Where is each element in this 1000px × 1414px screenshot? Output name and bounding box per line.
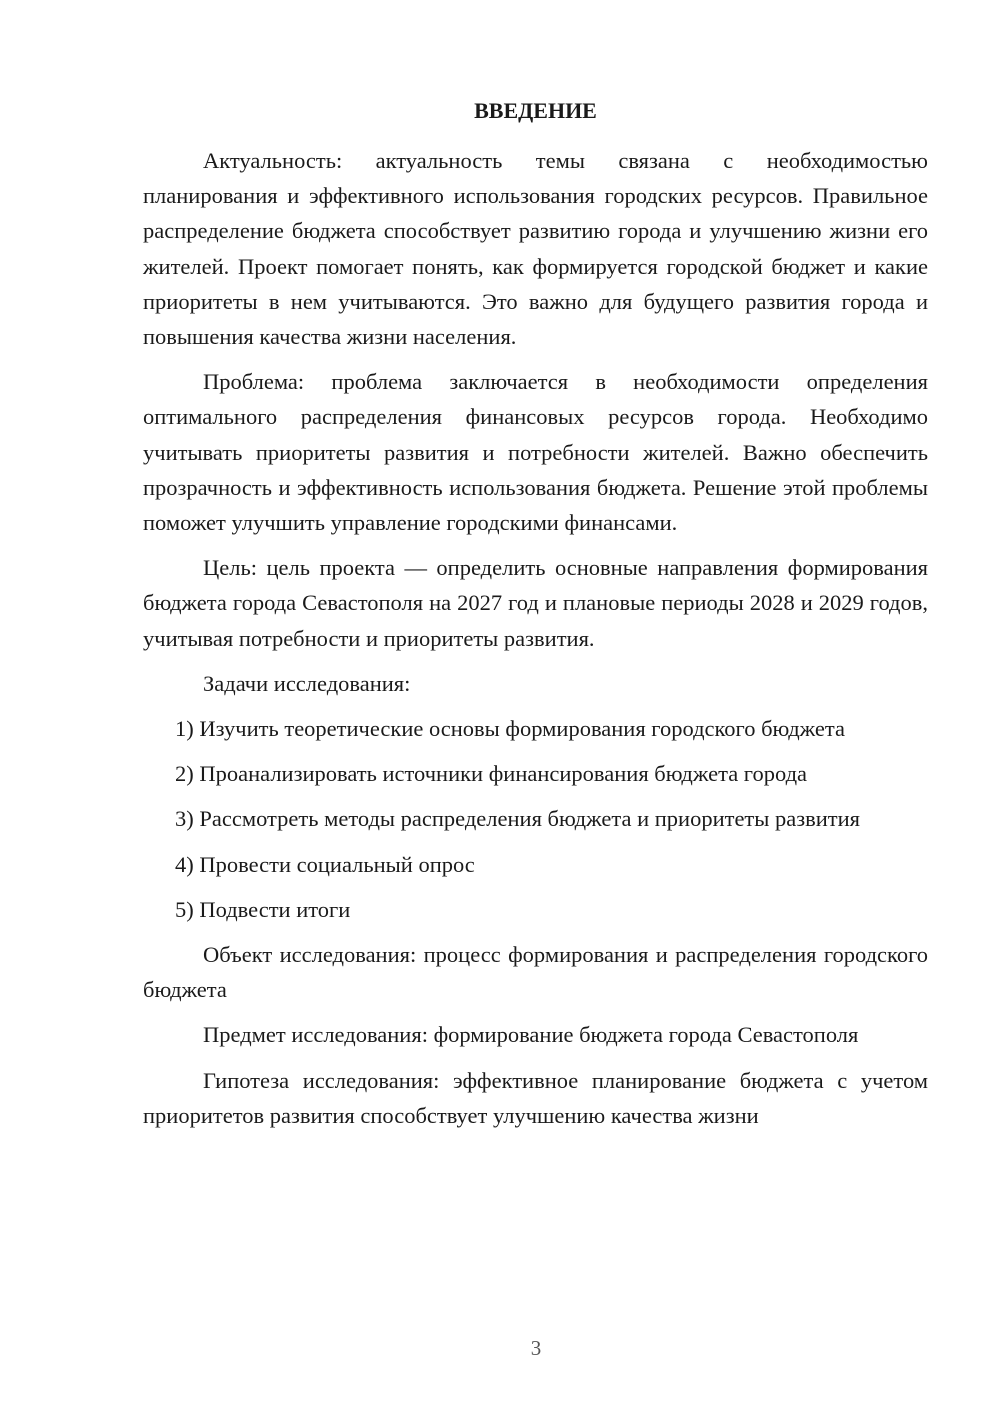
paragraph-subject: Предмет исследования: формирование бюджета города Севастополя [203,1022,859,1048]
task-item-3: 3) Рассмотреть методы распределения бюджета и приоритеты развития [175,806,861,832]
page-number: 3 [530,1336,542,1360]
paragraph-goal: Цель: цель проекта — определить основные направления формирования бюджета города Севастополя на 2027 год и плановые периоды 2028 и 2029 годов, учитывая потребности и приоритеты развития. [143,555,928,651]
paragraph-relevance: Актуальность: актуальность темы связана с необходимостью планирования и эффективного использования городских ресурсов. Правильное распределение бюджета способствует развитию города и улучшению жизни его жителей. Проект помогает понять, как формируется городской бюджет и какие приоритеты в нем учитываются. Это важно для будущего развития города и повышения качества жизни населения. [143,148,928,350]
paragraph-problem: Проблема: проблема заключается в необходимости определения оптимального распределения финансовых ресурсов города. Необходимо учитывать приоритеты развития и потребности жителей. Важно обеспечить прозрачность и эффективность использования бюджета. Решение этой проблемы поможет улучшить управление городскими финансами. [143,369,928,536]
paragraph-object: Объект исследования: процесс формирования и распределения городского бюджета [143,942,928,1003]
page-title: ВВЕДЕНИЕ [474,98,597,123]
paragraph-hypothesis: Гипотеза исследования: эффективное планирование бюджета с учетом приоритетов развития способствует улучшению качества жизни [143,1067,928,1128]
task-item-1: 1) Изучить теоретические основы формирования городского бюджета [175,716,845,742]
task-item-5: 5) Подвести итоги [175,896,351,922]
document-body [143,143,928,1143]
task-item-2: 2) Проанализировать источники финансирования бюджета города [175,761,808,787]
paragraph-tasks-heading: Задачи исследования: [203,670,411,696]
task-item-4: 4) Провести социальный опрос [175,851,475,877]
